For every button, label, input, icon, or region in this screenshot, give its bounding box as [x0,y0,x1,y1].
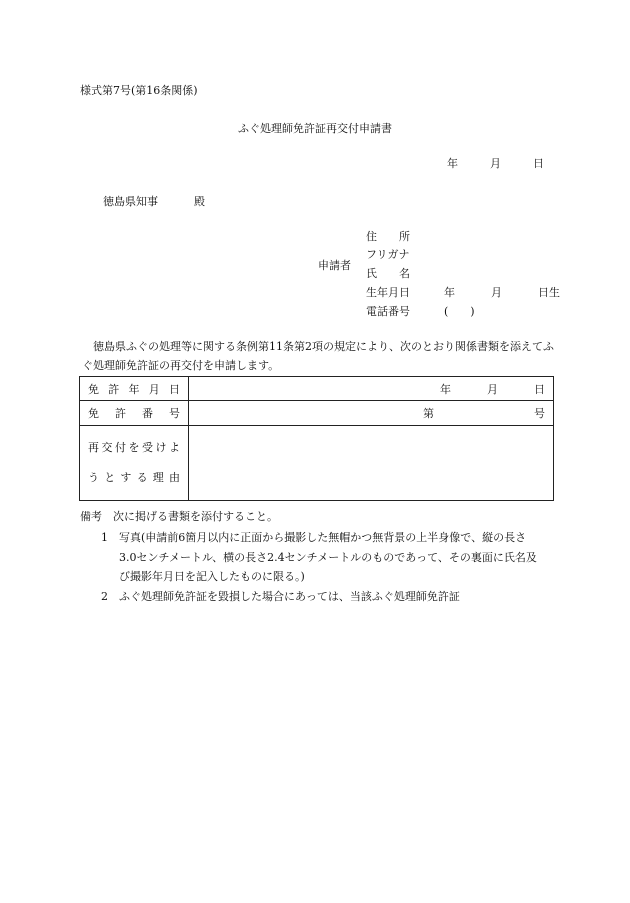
addressee-honorific: 殿 [194,195,205,208]
remarks-item-number: 2 [101,590,108,603]
license-date-value [189,377,554,401]
remarks-item-number: 1 [101,531,108,544]
remarks-item-text-line3: び撮影年月日を記入したものに限る。) [119,570,305,583]
birth-day-label: 日生 [538,286,560,299]
date-line [447,155,544,171]
remarks-heading: 備考 次に掲げる書類を添付すること。 [80,510,278,523]
application-statement: 徳島県ふぐの処理等に関する条例第11条第2項の規定により、次のとおり関係書類を添えてふぐ処理師免許証の再交付を申請します。 [82,340,554,372]
table-row [80,377,554,401]
license-month-unit: 月 [487,382,498,396]
reissue-reason-label [80,426,189,501]
table-row [80,426,554,501]
table-row [80,401,554,426]
applicant-name-row [366,265,444,281]
applicant-address-row [366,228,444,244]
birth-month-label: 月 [491,286,502,299]
license-year-unit: 年 [440,382,451,396]
remarks-item-1 [101,528,553,587]
reissue-reason-value [189,426,554,501]
month-label: 月 [490,157,501,170]
phone-label: 電話番号 [366,305,410,318]
name-label: 氏 名 [366,267,410,280]
year-label: 年 [447,157,458,170]
furigana-label: フリガナ [366,248,410,261]
license-number-suffix: 号 [534,407,545,420]
license-number-value [189,401,554,426]
applicant-birthdate-row [366,284,560,300]
applicant-phone-row [366,303,475,319]
remarks-item-text-line1: ふぐ処理師免許証を毀損した場合にあっては、当該ふぐ処理師免許証 [119,590,460,603]
remarks-item-text-line1: 写真(申請前6箇月以内に正面から撮影した無帽かつ無背景の上半身像で、縦の長さ [119,531,527,544]
license-day-unit: 日 [534,382,545,396]
document-title: ふぐ処理師免許証再交付申請書 [238,122,392,135]
applicant-furigana-row [366,246,444,262]
addressee-name: 徳島県知事 [103,195,158,208]
license-number-prefix: 第 [423,407,434,420]
birth-year-label: 年 [444,286,455,299]
phone-parentheses: ( ) [444,305,475,318]
reissue-reason-label-line2: うとする理由 [88,471,180,484]
application-table [79,376,554,501]
form-number: 様式第7号(第16条関係) [80,84,198,97]
remarks-item-text-line2: 3.0センチメートル、横の長さ2.4センチメートルのものであって、その裏面に氏名及 [119,550,537,564]
addressee [103,193,205,209]
remarks-item-2 [101,587,553,607]
license-number-label: 免許番号 [80,401,189,426]
license-date-label: 免許年月日 [80,377,189,401]
address-label: 住 所 [366,230,410,243]
birthdate-label: 生年月日 [366,286,410,299]
reissue-reason-label-line1: 再交付を受けよ [88,441,180,454]
day-label: 日 [533,157,544,170]
applicant-label: 申請者 [318,259,351,272]
